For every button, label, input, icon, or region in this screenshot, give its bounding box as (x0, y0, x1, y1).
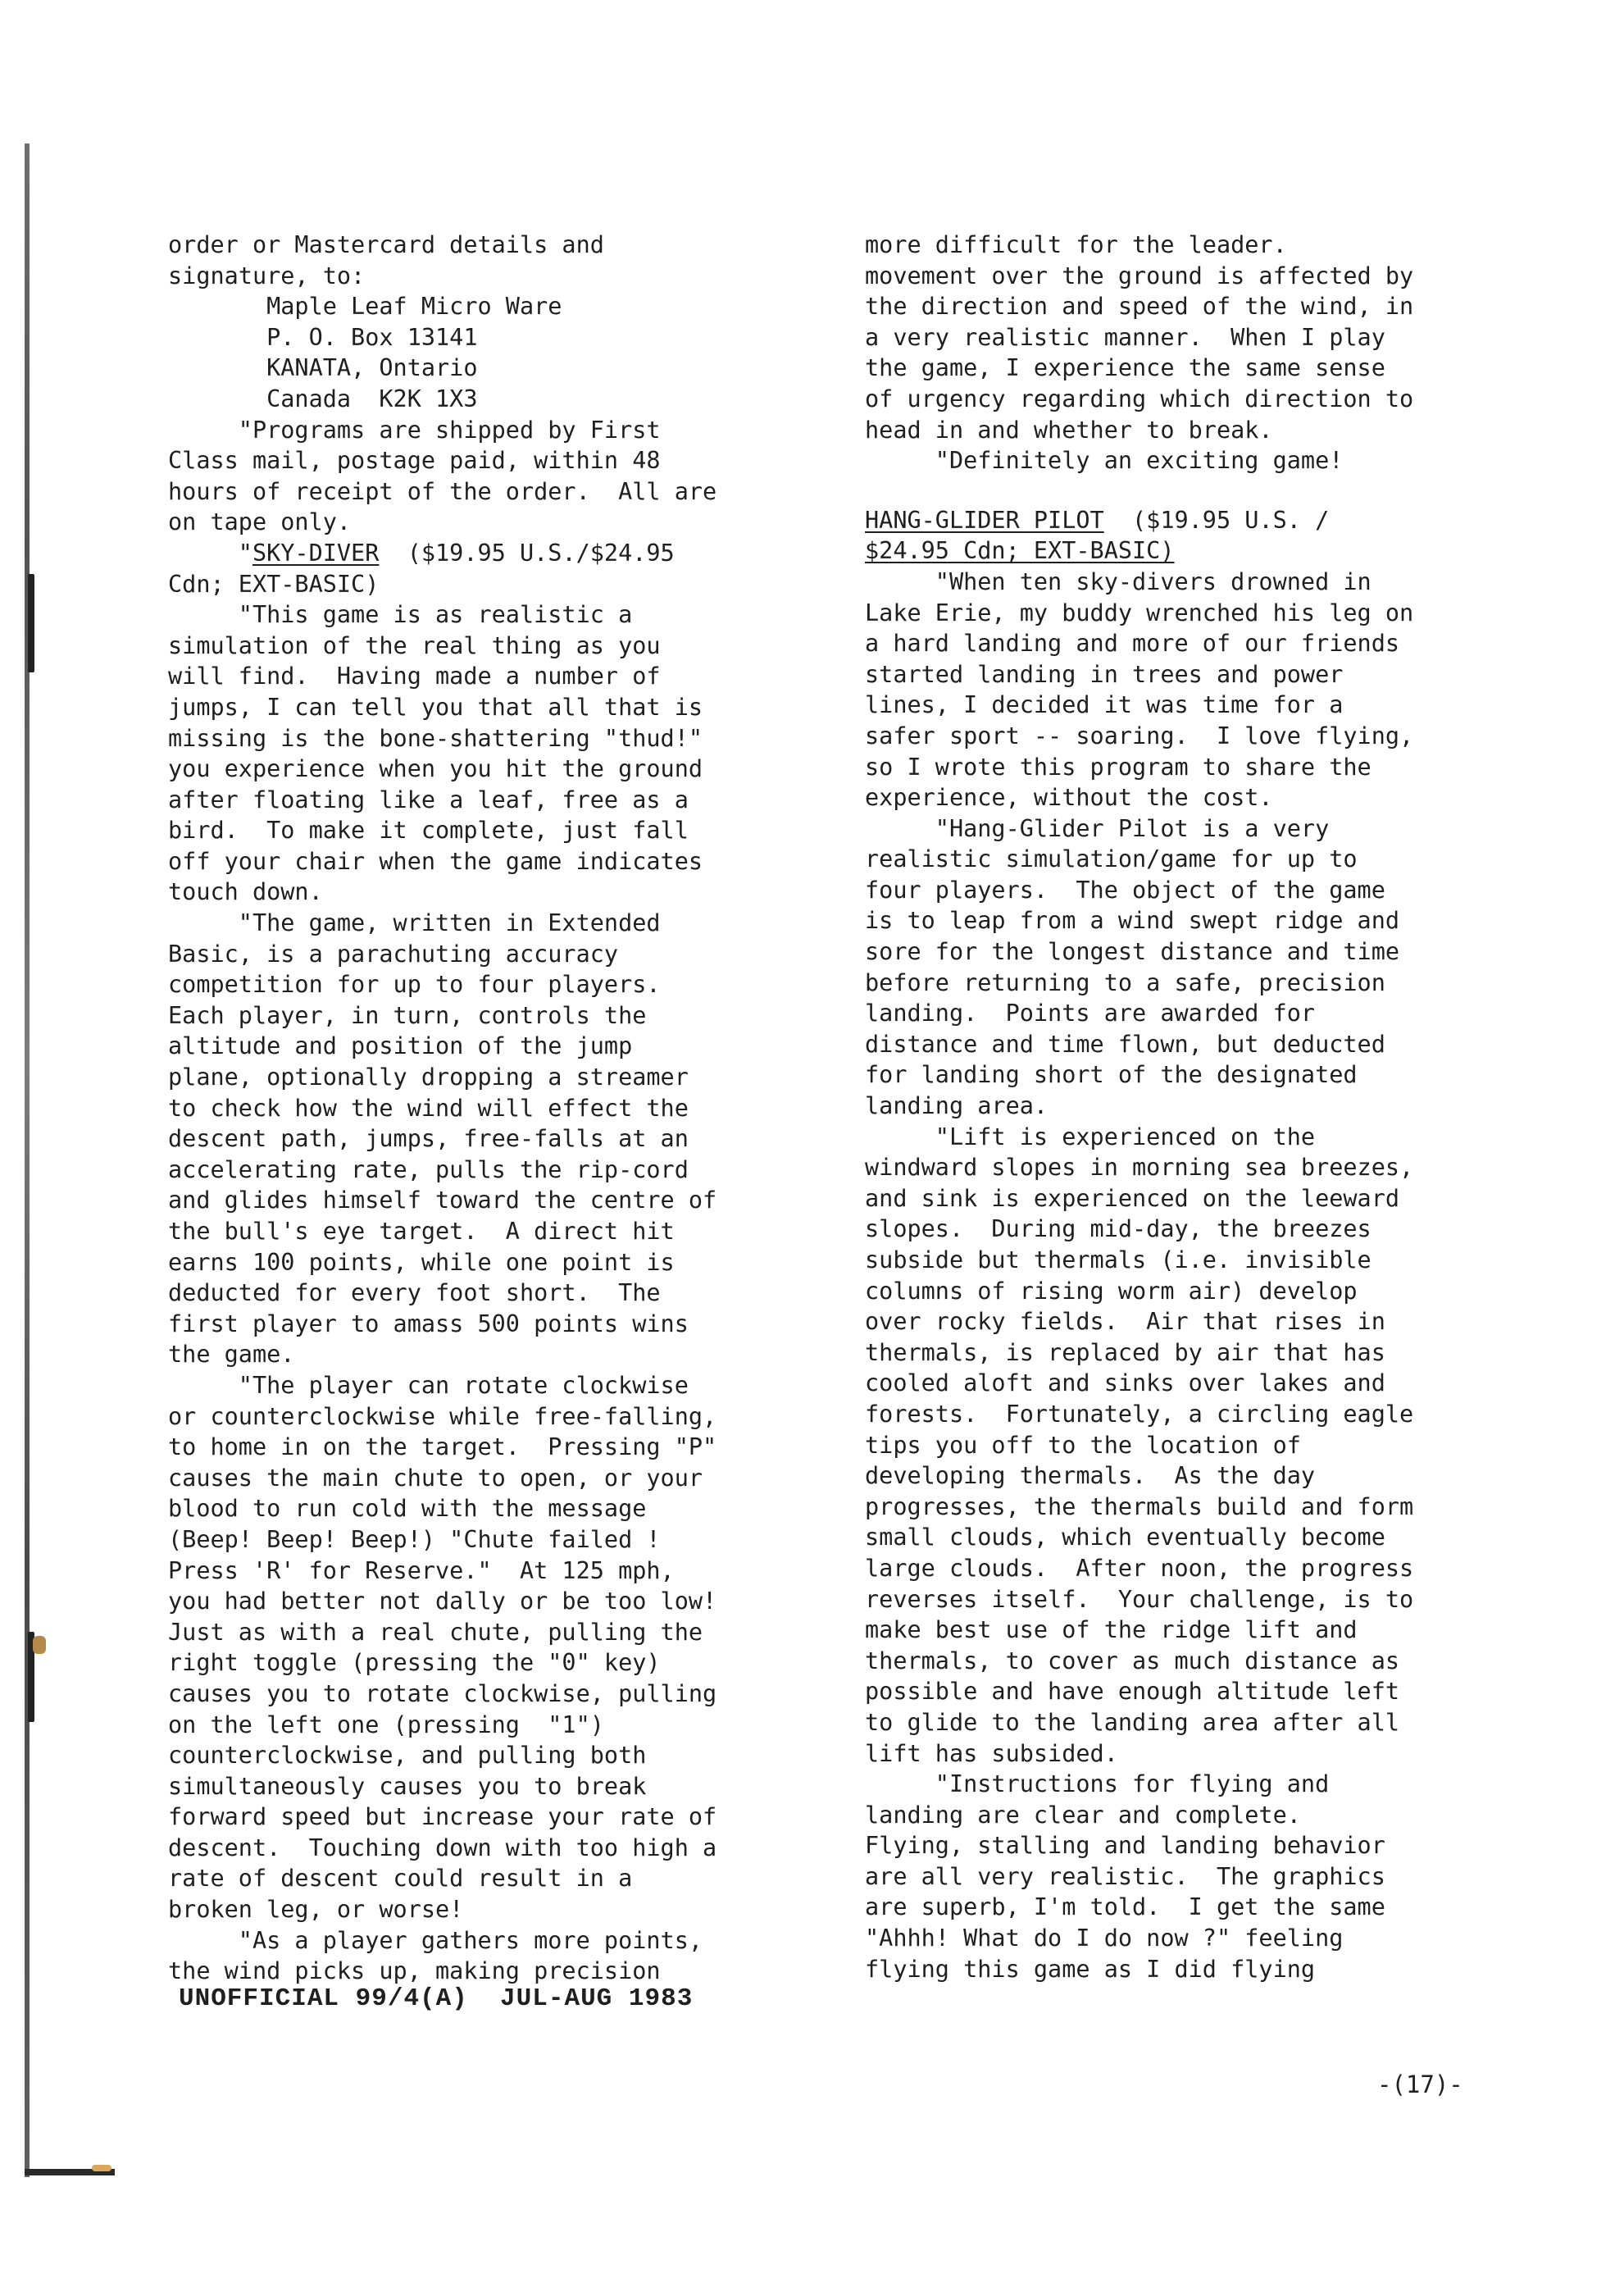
text-line: Basic, is a parachuting accuracy (168, 940, 619, 968)
section-gap (865, 476, 1504, 505)
text-line: "Ahhh! What do I do now ?" feeling (865, 1925, 1344, 1952)
text-line: possible and have enough altitude left (865, 1678, 1400, 1706)
text-line: the direction and speed of the wind, in (865, 293, 1414, 321)
text-line: after floating like a leaf, free as a (168, 786, 689, 813)
right-column-top (865, 230, 1504, 476)
sky-diver-heading-line (168, 538, 799, 569)
text-line: is to leap from a wind swept ridge and (865, 907, 1400, 935)
text-line: order or Mastercard details and (168, 231, 604, 258)
text-line: movement over the ground is affected by (865, 262, 1414, 289)
text-line: simulation of the real thing as you (168, 631, 661, 659)
text-line: "Instructions for flying and (865, 1770, 1330, 1798)
text-line: or counterclockwise while free-falling, (168, 1402, 717, 1430)
text-line: landing are clear and complete. (865, 1801, 1301, 1829)
text-line: the game, I experience the same sense (865, 354, 1385, 382)
binding-mark (33, 1636, 46, 1654)
hang-glider-heading: HANG-GLIDER PILOT (865, 506, 1104, 534)
text-line: touch down. (168, 878, 323, 906)
text-line: simultaneously causes you to break (168, 1772, 647, 1800)
text-line: (Beep! Beep! Beep!) "Chute failed ! (168, 1525, 661, 1553)
text-line: "This game is as realistic a (168, 601, 633, 629)
text-line: are all very realistic. The graphics (865, 1862, 1385, 1890)
text-line: earns 100 points, while one point is (168, 1248, 675, 1276)
text-line: missing is the bone-shattering "thud!" (168, 724, 703, 752)
text-line: causes you to rotate clockwise, pulling (168, 1679, 717, 1707)
text-line: tips you off to the location of (865, 1431, 1301, 1459)
text-line: "Hang-Glider Pilot is a very (865, 814, 1330, 842)
text-line: started landing in trees and power (865, 660, 1344, 688)
text-line: "Lift is experienced on the (865, 1123, 1316, 1150)
text-line: Each player, in turn, controls the (168, 1001, 647, 1029)
text-line: landing area. (865, 1092, 1049, 1120)
text-line: hours of receipt of the order. All are (168, 477, 717, 505)
text-line: flying this game as I did flying (865, 1955, 1316, 1983)
text-line: jumps, I can tell you that all that is (168, 693, 703, 721)
text-line: lift has subsided. (865, 1739, 1118, 1767)
text-line: safer sport -- soaring. I love flying, (865, 722, 1414, 749)
text-line: head in and whether to break. (865, 416, 1273, 444)
sky-diver-heading: SKY-DIVER (252, 539, 380, 567)
text-line: Lake Erie, my buddy wrenched his leg on (865, 599, 1414, 626)
text-line: right toggle (pressing the "0" key) (168, 1649, 661, 1677)
text-line: Cdn; EXT-BASIC) (168, 570, 380, 598)
text-line: Flying, stalling and landing behavior (865, 1832, 1385, 1860)
text-line: P. O. Box 13141 (168, 323, 478, 351)
footer-title: UNOFFICIAL 99/4(A) JUL-AUG 1983 (179, 1984, 694, 2013)
text-line: to check how the wind will effect the (168, 1094, 689, 1122)
text-line: blood to run cold with the message (168, 1495, 647, 1523)
text-line: more difficult for the leader. (865, 231, 1287, 258)
hang-glider-price: ($19.95 U.S. / (1103, 506, 1330, 534)
text-line: a very realistic manner. When I play (865, 323, 1385, 351)
text-line: descent path, jumps, free-falls at an (168, 1125, 689, 1153)
text-line: to home in on the target. Pressing "P" (168, 1433, 717, 1461)
text-fragment: " (168, 539, 252, 567)
page-number: -(17)- (1377, 2070, 1463, 2098)
left-column (168, 230, 799, 1987)
text-line: thermals, to cover as much distance as (865, 1647, 1400, 1674)
text-line: columns of rising worm air) develop (865, 1277, 1358, 1305)
text-line: "Definitely an exciting game! (865, 447, 1344, 475)
text-line: forests. Fortunately, a circling eagle (865, 1400, 1414, 1428)
text-line: bird. To make it complete, just fall (168, 817, 689, 845)
text-line: thermals, is replaced by air that has (865, 1338, 1385, 1366)
text-line: Class mail, postage paid, within 48 (168, 447, 661, 475)
text-line: Just as with a real chute, pulling the (168, 1618, 703, 1646)
text-line: "The player can rotate clockwise (168, 1371, 689, 1399)
text-fragment: ($19.95 U.S./$24.95 (379, 539, 675, 567)
text-line: to glide to the landing area after all (865, 1708, 1400, 1736)
text-line: "Programs are shipped by First (168, 416, 661, 444)
text-line: lines, I decided it was time for a (865, 691, 1344, 719)
text-line: accelerating rate, pulls the rip-cord (168, 1155, 689, 1183)
text-line: landing. Points are awarded for (865, 1000, 1316, 1027)
text-line: developing thermals. As the day (865, 1462, 1316, 1490)
text-line: counterclockwise, and pulling both (168, 1742, 647, 1770)
text-line: on tape only. (168, 508, 352, 536)
text-line: causes the main chute to open, or your (168, 1464, 703, 1492)
text-line: slopes. During mid-day, the breezes (865, 1215, 1372, 1243)
text-line: Press 'R' for Reserve." At 125 mph, (168, 1556, 675, 1584)
text-line: four players. The object of the game (865, 876, 1385, 904)
text-line: cooled aloft and sinks over lakes and (865, 1369, 1385, 1397)
text-line: rate of descent could result in a (168, 1865, 633, 1893)
text-line: are superb, I'm told. I get the same (865, 1893, 1385, 1921)
text-line: signature, to: (168, 262, 366, 289)
text-line: distance and time flown, but deducted (865, 1030, 1385, 1058)
binding-edge (25, 144, 30, 2177)
text-line: and glides himself toward the centre of (168, 1187, 717, 1214)
text-line: "The game, written in Extended (168, 909, 661, 937)
text-line: competition for up to four players. (168, 971, 661, 999)
text-line: over rocky fields. Air that rises in (865, 1308, 1385, 1336)
text-line: subside but thermals (i.e. invisible (865, 1246, 1372, 1273)
text-line: off your chair when the game indicates (168, 847, 703, 875)
binding-mark (28, 574, 34, 672)
text-line: large clouds. After noon, the progress (865, 1554, 1414, 1582)
text-line: Maple Leaf Micro Ware (168, 293, 562, 321)
text-line: of urgency regarding which direction to (865, 385, 1414, 412)
hang-glider-price-line: $24.95 Cdn; EXT-BASIC) (865, 537, 1175, 565)
text-line: before returning to a safe, precision (865, 968, 1385, 996)
text-line: "When ten sky-divers drowned in (865, 567, 1372, 595)
right-column-body (865, 567, 1504, 1984)
text-line: experience, without the cost. (865, 784, 1273, 812)
text-line: Canada K2K 1X3 (168, 385, 478, 412)
text-line: windward slopes in morning sea breezes, (865, 1154, 1414, 1182)
text-line: a hard landing and more of our friends (865, 630, 1400, 658)
binding-foot-dot (92, 2165, 111, 2171)
text-line: sore for the longest distance and time (865, 938, 1400, 966)
hang-glider-heading-line (865, 505, 1504, 536)
text-line: plane, optionally dropping a streamer (168, 1064, 689, 1091)
text-line: descent. Touching down with too high a (168, 1834, 717, 1861)
text-line: "As a player gathers more points, (168, 1926, 703, 1954)
text-line: the wind picks up, making precision (168, 1957, 661, 1985)
text-line: and sink is experienced on the leeward (865, 1184, 1400, 1212)
text-line: deducted for every foot short. The (168, 1279, 661, 1307)
right-column (865, 230, 1504, 1984)
text-line: small clouds, which eventually become (865, 1524, 1385, 1551)
text-line: reverses itself. Your challenge, is to (865, 1585, 1414, 1613)
text-line: the game. (168, 1341, 295, 1369)
text-line: the bull's eye target. A direct hit (168, 1218, 675, 1245)
text-line: progresses, the thermals build and form (865, 1492, 1414, 1520)
text-line: so I wrote this program to share the (865, 753, 1372, 781)
text-line: make best use of the ridge lift and (865, 1616, 1358, 1644)
text-line: altitude and position of the jump (168, 1032, 633, 1060)
text-line: broken leg, or worse! (168, 1896, 464, 1924)
text-line: forward speed but increase your rate of (168, 1803, 717, 1831)
text-line: on the left one (pressing "1") (168, 1711, 604, 1738)
text-line: first player to amass 500 points wins (168, 1310, 689, 1337)
text-line: KANATA, Ontario (168, 354, 478, 382)
text-line: realistic simulation/game for up to (865, 845, 1358, 873)
text-line: will find. Having made a number of (168, 663, 661, 690)
text-line: for landing short of the designated (865, 1061, 1358, 1089)
text-line: you experience when you hit the ground (168, 755, 703, 783)
text-line: you had better not dally or be too low! (168, 1588, 717, 1615)
